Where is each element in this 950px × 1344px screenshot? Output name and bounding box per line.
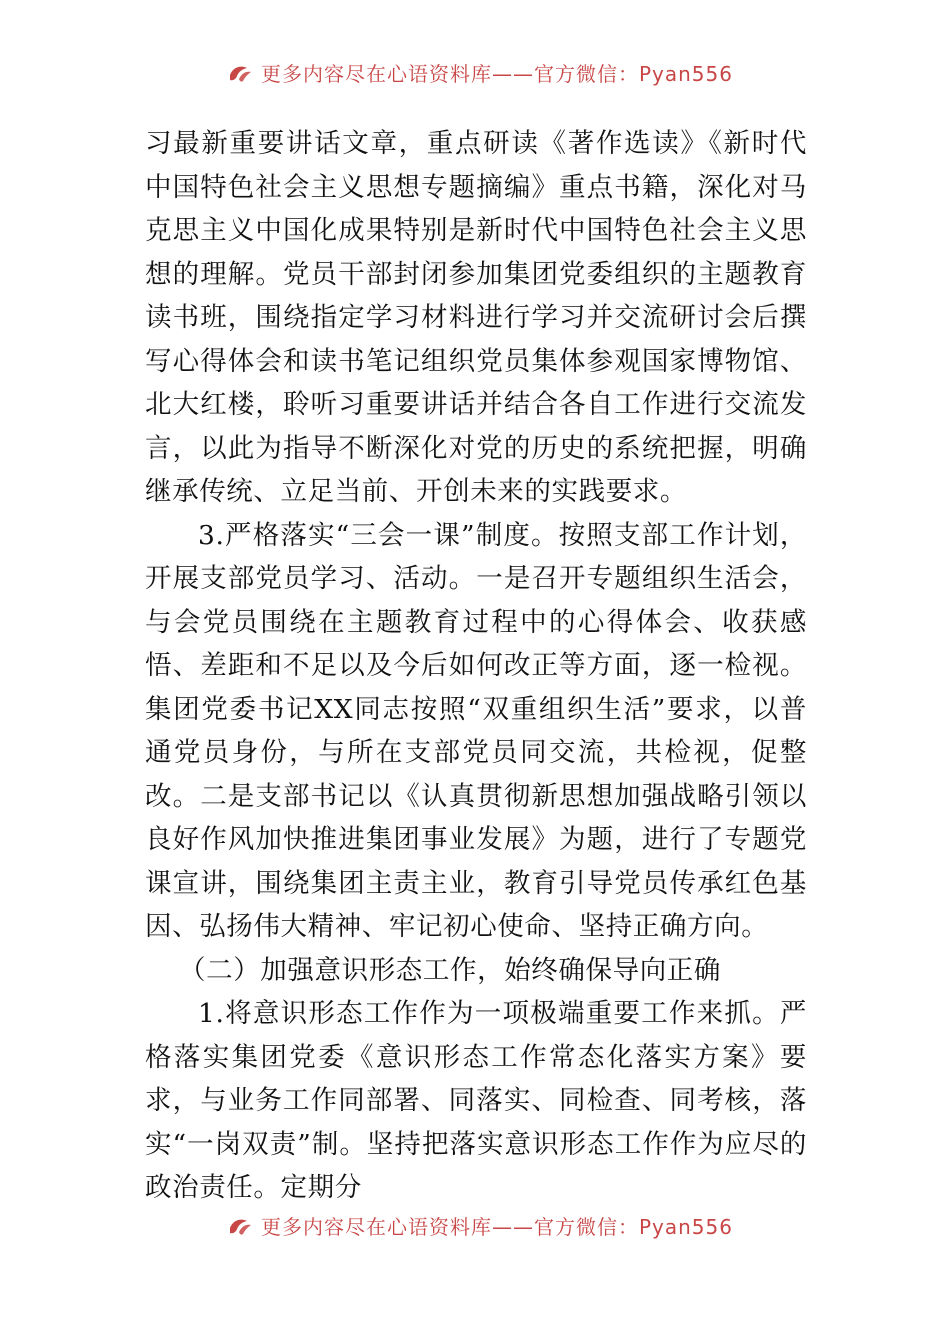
watermark-text: 更多内容尽在心语资料库——官方微信：Pyan556: [260, 1214, 733, 1239]
paragraph-continued: 习最新重要讲话文章，重点研读《著作选读》《新时代中国特色社会主义思想专题摘编》重点书籍，深化对马克思主义中国化成果特别是新时代中国特色社会主义思想的理解。党员干部封闭参加集团党委组织的主题教育读书班，围绕指定学习材料进行学习并交流研讨会后撰写心得体会和读书笔记组织党员集体参观国家博物馆、北大红楼，聆听习重要讲话并结合各自工作进行交流发言，以此为指导不断深化对党的历史的系统把握，明确继承传统、立足当前、开创未来的实践要求。: [145, 128, 807, 507]
paragraph-ideology-work: 1.将意识形态工作作为一项极端重要工作来抓。严格落实集团党委《意识形态工作常态化落实方案》要求，与业务工作同部署、同落实、同检查、同考核，落实“一岗双责”制。坚持把落实意识形态工作作为应尽的政治责任。定期分: [145, 998, 807, 1203]
document-body: [145, 122, 807, 1210]
watermark-text: 更多内容尽在心语资料库——官方微信：Pyan556: [260, 61, 733, 86]
watermark-banner-top: [0, 57, 950, 87]
brush-logo-icon: [227, 1212, 253, 1238]
watermark-banner-bottom: [0, 1210, 950, 1240]
paragraph-three-meetings: 3.严格落实“三会一课”制度。按照支部工作计划，开展支部党员学习、活动。一是召开专题组织生活会，与会党员围绕在主题教育过程中的心得体会、收获感悟、差距和不足以及今后如何改正等方面，逐一检视。集团党委书记XX同志按照“双重组织生活”要求，以普通党员身份，与所在支部党员同交流，共检视，促整改。二是支部书记以《认真贯彻新思想加强战略引领以良好作风加快推进集团事业发展》为题，进行了专题党课宣讲，围绕集团主责主业，教育引导党员传承红色基因、弘扬伟大精神、牢记初心使命、坚持正确方向。: [145, 519, 807, 942]
brush-logo-icon: [227, 59, 253, 85]
section-heading: （二）加强意识形态工作，始终确保导向正确: [179, 954, 721, 986]
